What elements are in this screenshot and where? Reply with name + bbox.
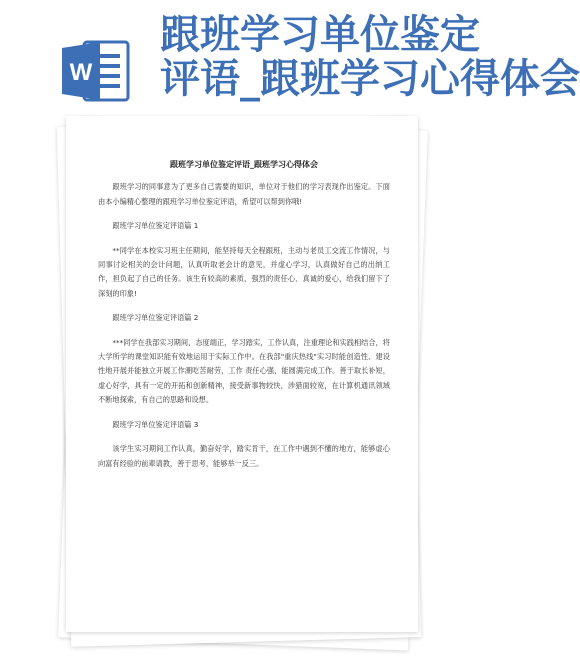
document-preview [58,116,424,644]
banner [0,0,580,110]
intro-paragraph: 跟班学习的同事意为了更多自己需要的知识，单位对于他们的学习表现作出鉴定。下面由本小编精心整理的跟班学习单位鉴定评语，希望可以帮到你哦! [98,182,390,206]
banner-title-line2: 评语_跟班学习心得体会 [160,56,580,102]
document-body [98,158,390,481]
section-body: 该学生实习期间工作认真，勤奋好学，踏实肯干，在工作中遇到不懂的地方，能够虚心向富有经验的前辈请教，善于思考，能够举一反三。 [98,444,390,468]
section-body: **同学在本校实习班主任期间，能坚持每天全程跟班，主动与老员工交流工作情况，与同事讨论相关的会计问题，认真听取老会计的意见，并虚心学习，认真做好自己的出纳工作，担负起了自己的任务。该生有较高的素质、强烈的责任心、真诚的爱心，给我们留下了深刻的印象! [98,245,390,298]
document-page [66,116,418,632]
section-heading: 跟班学习单位鉴定评语篇 1 [112,221,199,231]
document-title: 跟班学习单位鉴定评语_跟班学习心得体会 [170,160,318,169]
word-document-icon [60,36,132,106]
section-body: ***同学在我部实习期间，态度端正，学习踏实，工作认真，注重理论和实践相结合，将大学所学的课堂知识能有效地运用于实际工作中。在我部"重庆热线"实习时能创造性、建设性地开展并能独立开展工作潮吃苦耐劳，工作 责任心强，能圆满完成工作。善于取长补短，虚心好学，具有一定的开拓和创新精神，接受新事物较快，涉猎面较宽，在计算机通讯领域不断地探索，有自己的思路和设想。 [98,337,390,405]
svg-text:W: W [69,59,93,86]
section-heading: 跟班学习单位鉴定评语篇 3 [112,419,199,429]
section-heading: 跟班学习单位鉴定评语篇 2 [112,313,199,323]
banner-title-line1: 跟班学习单位鉴定 [160,12,480,58]
